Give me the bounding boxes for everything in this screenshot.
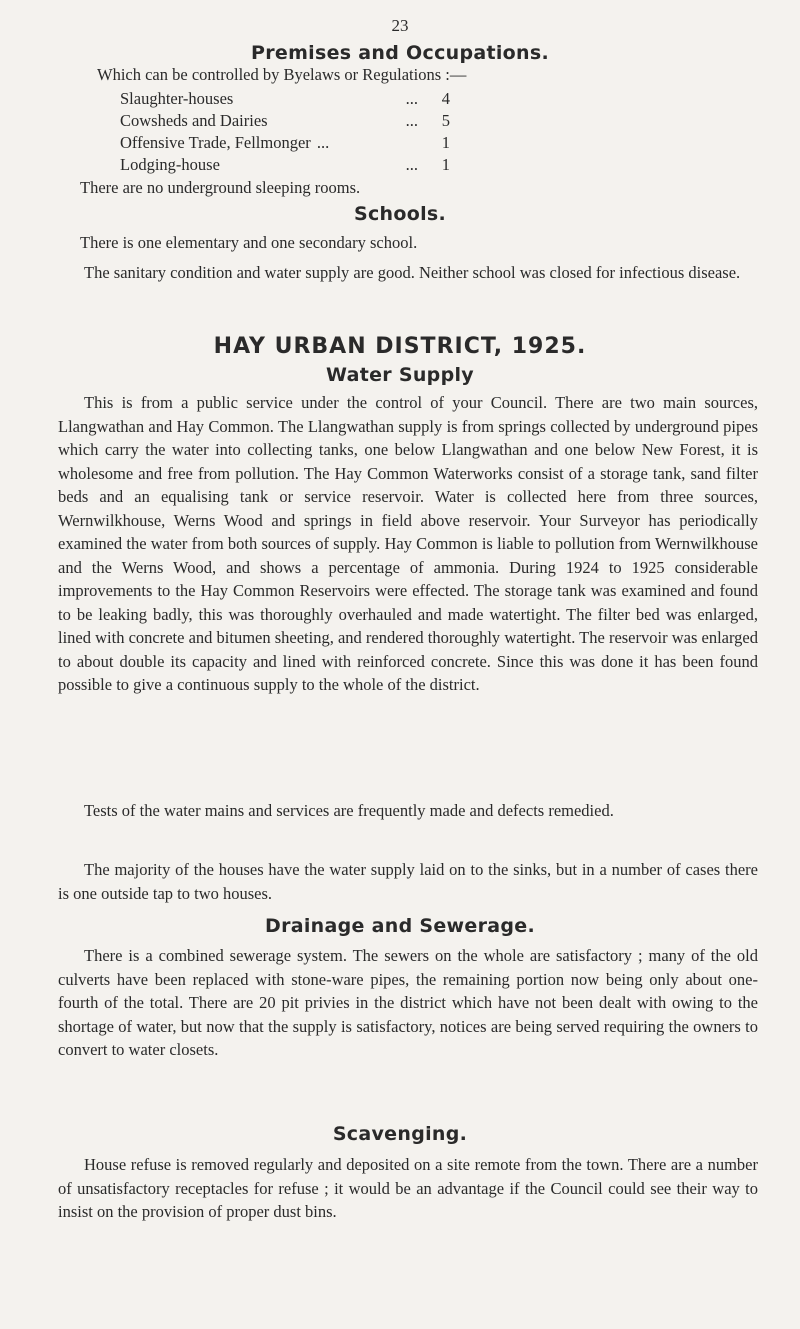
premises-count: 1 — [441, 155, 450, 174]
premises-count: 4 — [441, 89, 450, 108]
schools-paragraph-2: The sanitary condition and water supply are good. Neither school was closed for infectious disease. — [84, 263, 741, 282]
scavenging-heading: Scavenging. — [332, 1123, 468, 1145]
drainage-heading: Drainage and Sewerage. — [265, 915, 535, 937]
scavenging-paragraph: House refuse is removed regularly and deposited on a site remote from the town. There are a number of unsatisfactory receptacles for refuse ; it would be an advantage if the Council could see their way to insist on the provision of proper dust bins. — [58, 1155, 758, 1221]
premises-row — [120, 132, 450, 154]
schools-paragraph-1: There is one elementary and one secondary school. — [80, 233, 418, 252]
page-number: 23 — [391, 16, 409, 35]
premises-label: Offensive Trade, Fellmonger — [120, 133, 311, 152]
water-paragraph-3: The majority of the houses have the water supply laid on to the sinks, but in a number of cases there is one outside tap to two houses. — [58, 860, 758, 903]
leader-dots: ... — [405, 89, 418, 108]
schools-heading: Schools. — [353, 203, 447, 225]
premises-row — [120, 110, 450, 132]
premises-table — [120, 88, 450, 176]
premises-heading: Premises and Occupations. — [250, 42, 549, 64]
water-supply-heading: Water Supply — [326, 364, 474, 386]
underground-note: There are no underground sleeping rooms. — [80, 178, 361, 197]
leader-dots: ... — [405, 111, 418, 130]
water-paragraph-2: Tests of the water mains and services are frequently made and defects remedied. — [84, 801, 614, 820]
drainage-paragraph: There is a combined sewerage system. The sewers on the whole are satisfactory ; many of the old culverts have been replaced with stone-ware pipes, the remaining portion now being only about one-fourth of the total. There are 20 pit privies in the district which have not been dealt with owing to the shortage of water, but now that the supply is satisfactory, notices are being served requiring the owners to convert to water closets. — [58, 946, 758, 1059]
premises-intro: Which can be controlled by Byelaws or Regulations :— — [97, 65, 467, 84]
premises-count: 5 — [441, 111, 450, 130]
premises-count: 1 — [441, 133, 450, 152]
district-title: HAY URBAN DISTRICT, 1925. — [213, 334, 587, 359]
leader-dots: ... — [316, 133, 330, 152]
water-paragraph-1: This is from a public service under the control of your Council. There are two main sources, Llangwathan and Hay Common. The Llangwathan supply is from springs collected by underground pipes which carry the water into collecting tanks, one below Llangwathan and one below New Forest, it is wholesome and free from pollution. The Hay Common Waterworks consist of a storage tank, sand filter beds and an equalising tank or service reservoir. Water is collected here from three sources, Wernwilkhouse, Werns Wood and springs in field above reservoir. Your Surveyor has periodically examined the water from both sources of supply. Hay Common is liable to pollution from Wernwilkhouse and the Werns Wood, and shows a percentage of ammonia. During 1924 to 1925 considerable improvements to the Hay Common Reservoirs were effected. The storage tank was examined and found to be leaking badly, this was thoroughly overhauled and made watertight. The filter bed was enlarged, lined with concrete and bitumen sheeting, and rendered thoroughly watertight. The reservoir was enlarged to about double its capacity and lined with reinforced concrete. Since this was done it has been found possible to give a continuous supply to the whole of the district. — [58, 393, 758, 694]
leader-dots: ... — [405, 155, 418, 174]
premises-row — [120, 154, 450, 176]
premises-label: Slaughter-houses — [120, 89, 234, 108]
premises-row — [120, 88, 450, 110]
premises-label: Cowsheds and Dairies — [120, 111, 268, 130]
premises-label: Lodging-house — [120, 155, 220, 174]
